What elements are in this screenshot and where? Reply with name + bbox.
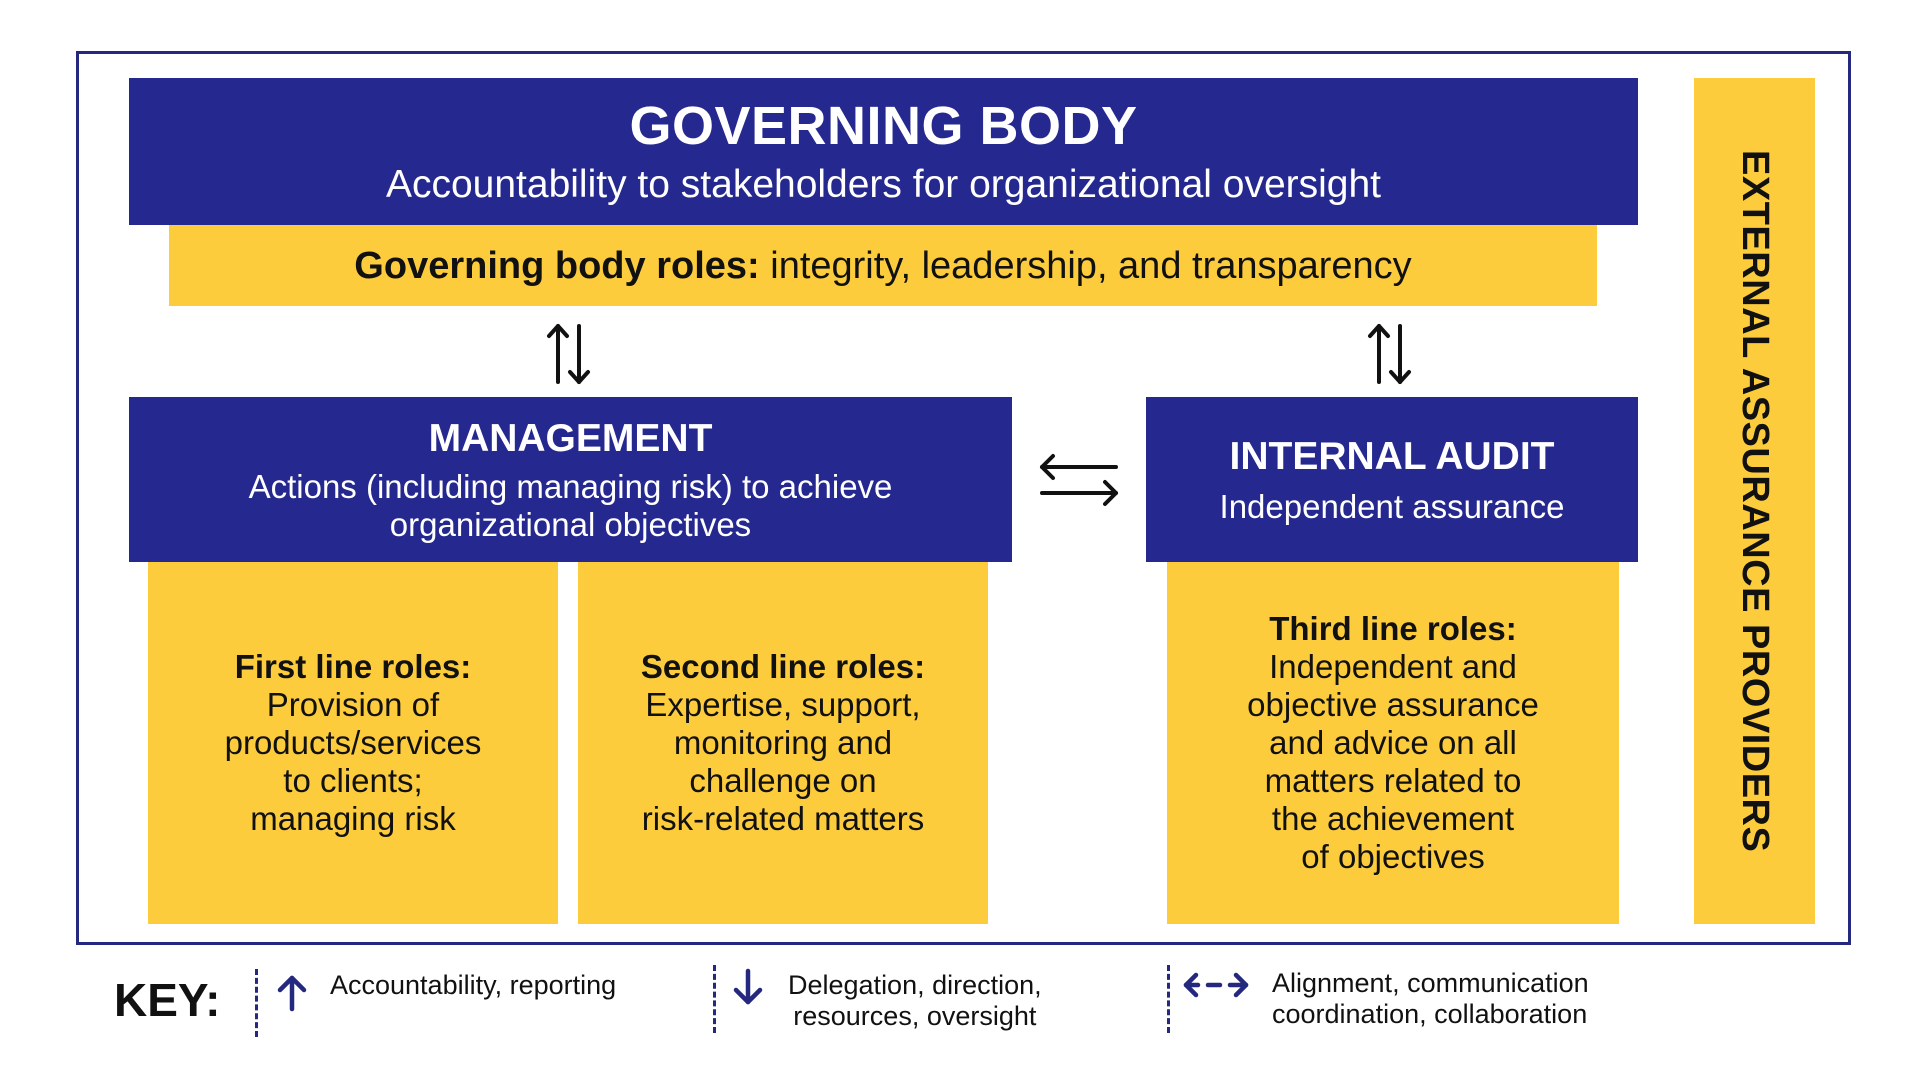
management-title: MANAGEMENT — [428, 416, 713, 460]
key-item-3-line2: coordination, collaboration — [1272, 999, 1588, 1029]
third-line-text-1: Independent and — [1269, 648, 1517, 685]
governing-body-roles-box — [169, 225, 1597, 306]
updown-arrow-icon-right — [1366, 322, 1418, 386]
updown-arrow-icon-left — [545, 322, 597, 386]
governing-body-subtitle: Accountability to stakeholders for organizational oversight — [385, 162, 1382, 206]
third-line-text-4: matters related to — [1264, 762, 1522, 799]
management-subtitle-line2: organizational objectives — [389, 505, 752, 543]
key-separator-1 — [255, 969, 258, 1037]
external-assurance-box — [1694, 78, 1815, 924]
second-line-text-2: monitoring and — [673, 724, 893, 761]
external-assurance-label: EXTERNAL ASSURANCE PROVIDERS — [1734, 149, 1776, 853]
key-alignment-text — [1272, 968, 1589, 1030]
first-line-text-2: products/services — [224, 724, 482, 761]
governing-body-roles-text: integrity, leadership, and transparency — [759, 244, 1412, 287]
internal-audit-box — [1146, 397, 1638, 562]
second-line-roles-box — [578, 562, 988, 924]
management-box — [129, 397, 1012, 562]
governing-body-title: GOVERNING BODY — [629, 95, 1138, 156]
first-line-text-3: to clients; — [283, 762, 423, 799]
third-line-roles-box — [1167, 562, 1619, 924]
third-line-text-5: the achievement — [1271, 800, 1515, 837]
key-item-2-line1: Delegation, direction, — [788, 970, 1042, 1000]
arrow-up-icon — [272, 973, 312, 1013]
key-separator-2 — [713, 965, 716, 1033]
key-title: KEY: — [114, 974, 221, 1026]
third-line-heading: Third line roles: — [1269, 610, 1517, 647]
governing-body-box — [129, 78, 1638, 225]
management-subtitle-line1: Actions (including managing risk) to achieve — [248, 467, 893, 505]
key-item-3-line1: Alignment, communication — [1272, 968, 1589, 998]
governing-body-roles-label: Governing body roles: — [354, 244, 760, 287]
internal-audit-subtitle: Independent assurance — [1219, 487, 1565, 525]
key-delegation-text — [788, 970, 1042, 1032]
third-line-text-2: objective assurance — [1247, 686, 1539, 723]
third-line-text-6: of objectives — [1301, 838, 1485, 875]
double-arrow-horizontal-icon — [1182, 969, 1252, 1003]
first-line-roles-box — [148, 562, 558, 924]
third-line-text-3: and advice on all — [1269, 724, 1517, 761]
first-line-heading: First line roles: — [234, 648, 472, 685]
second-line-text-1: Expertise, support, — [645, 686, 921, 723]
first-line-text-4: managing risk — [250, 800, 456, 837]
second-line-text-4: risk-related matters — [641, 800, 925, 837]
internal-audit-title: INTERNAL AUDIT — [1229, 434, 1555, 478]
leftright-arrow-icon — [1036, 447, 1122, 513]
second-line-text-3: challenge on — [689, 762, 877, 799]
key-item-1-line1: Accountability, reporting — [330, 970, 617, 1000]
arrow-down-icon — [728, 967, 768, 1007]
key-item-2-line2: resources, oversight — [793, 1001, 1037, 1031]
governing-body-roles — [354, 243, 1411, 289]
first-line-text-1: Provision of — [266, 686, 440, 723]
key-separator-3 — [1167, 965, 1170, 1033]
key-accountability-text — [330, 970, 616, 1001]
second-line-heading: Second line roles: — [640, 648, 926, 685]
